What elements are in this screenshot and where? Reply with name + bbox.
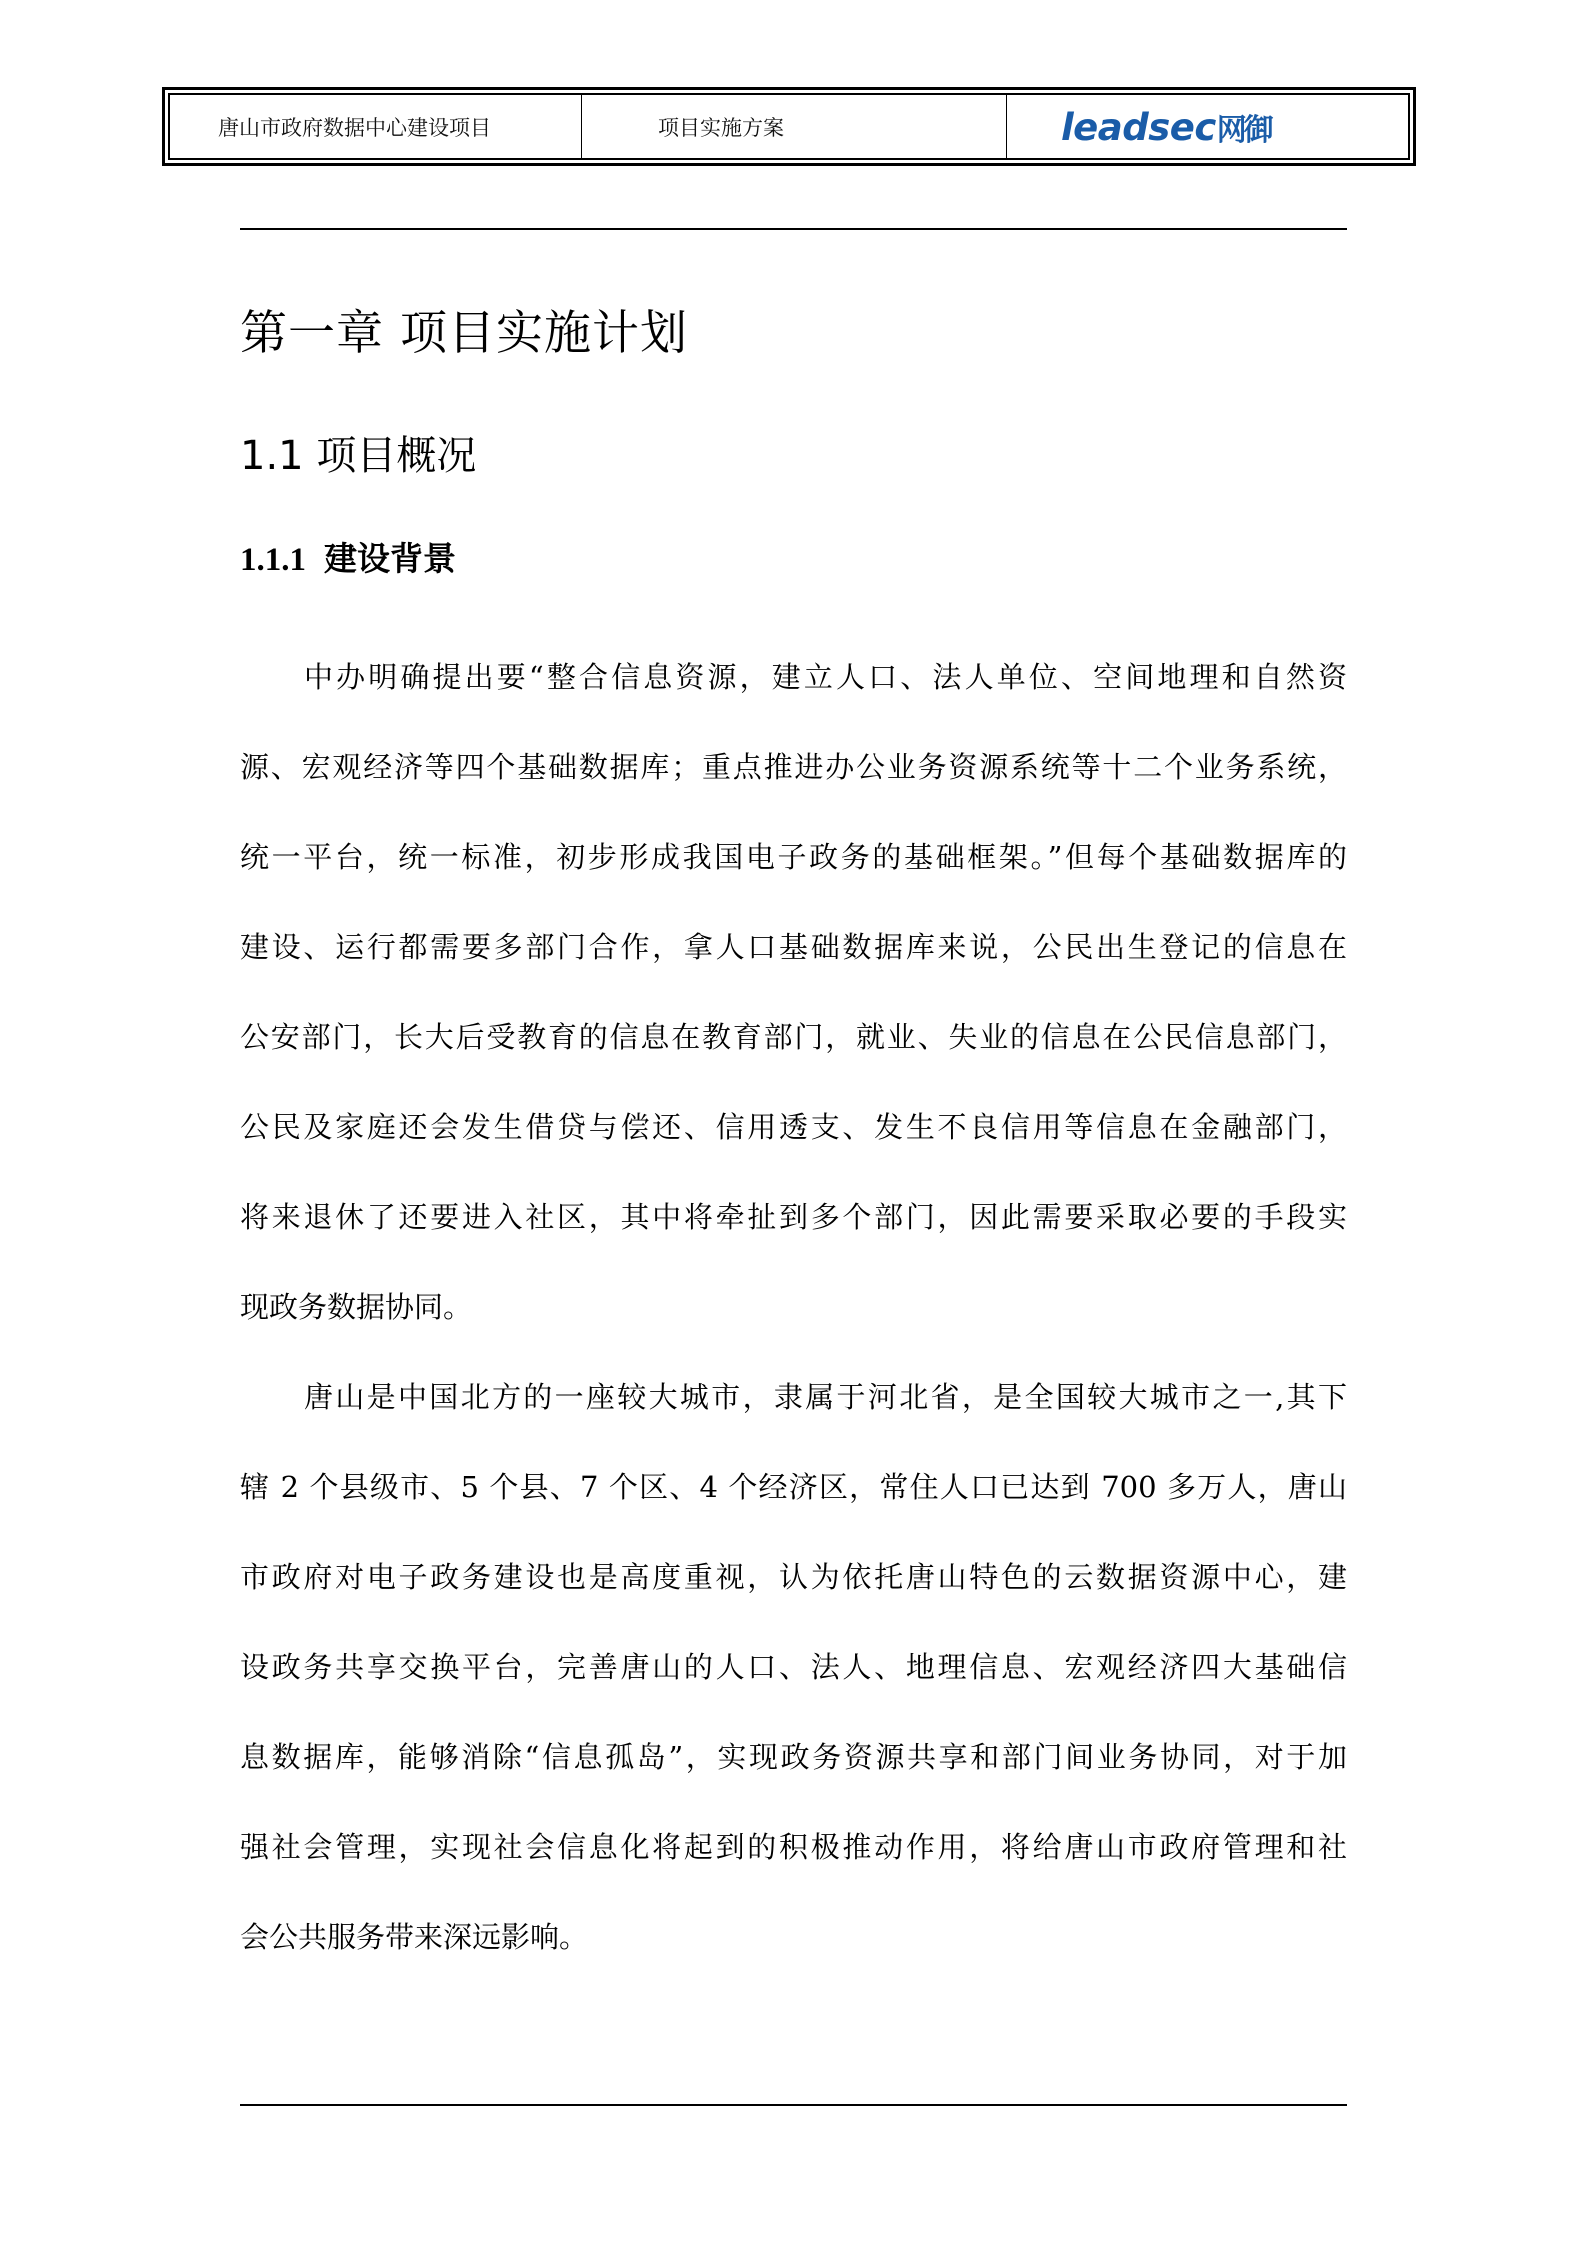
header-doc-title: 项目实施方案 — [582, 95, 1007, 158]
text-line: 市政府对电子政务建设也是高度重视，认为依托唐山特色的云数据资源中心，建 — [240, 1560, 1347, 1594]
subsection-heading — [240, 533, 456, 580]
paragraph-background — [240, 632, 1347, 1352]
text-line: 辖 2 个县级市、5 个县、7 个区、4 个经济区，常住人口已达到 700 多万人，唐山 — [240, 1470, 1347, 1504]
text-line: 公安部门，长大后受教育的信息在教育部门，就业、失业的信息在公民信息部门， — [240, 1020, 1347, 1054]
text-line: 现政务数据协同。 — [240, 1290, 473, 1324]
text-line: 公民及家庭还会发生借贷与偿还、信用透支、发生不良信用等信息在金融部门， — [240, 1110, 1347, 1144]
logo-latin-text: leadsec — [1061, 105, 1216, 149]
text-line: 息数据库，能够消除“信息孤岛”，实现政务资源共享和部门间业务协同，对于加 — [240, 1740, 1347, 1774]
page-header-table — [162, 87, 1416, 166]
text-line: 唐山是中国北方的一座较大城市，隶属于河北省，是全国较大城市之一,其下 — [304, 1380, 1347, 1414]
text-line: 建设、运行都需要多部门合作，拿人口基础数据库来说，公民出生登记的信息在 — [240, 930, 1347, 964]
text-line: 会公共服务带来深远影响。 — [240, 1920, 589, 1954]
header-rule — [240, 228, 1347, 230]
text-line: 强社会管理，实现社会信息化将起到的积极推动作用，将给唐山市政府管理和社 — [240, 1830, 1347, 1864]
footer-rule — [240, 2104, 1347, 2106]
leadsec-logo — [1061, 105, 1271, 149]
subsection-title: 建设背景 — [324, 542, 456, 578]
body-text — [240, 632, 1347, 1982]
text-line: 中办明确提出要“整合信息资源，建立人口、法人单位、空间地理和自然资 — [304, 660, 1347, 694]
text-line: 统一平台，统一标准，初步形成我国电子政务的基础框架。”但每个基础数据库的 — [240, 840, 1347, 874]
paragraph-tangshan — [240, 1352, 1347, 1982]
subsection-number: 1.1.1 — [240, 542, 306, 578]
page-header-inner — [168, 93, 1410, 160]
logo-chinese-text: 网御 — [1216, 112, 1271, 148]
text-line: 设政务共享交换平台，完善唐山的人口、法人、地理信息、宏观经济四大基础信 — [240, 1650, 1347, 1684]
chapter-heading: 第一章 项目实施计划 — [240, 306, 688, 361]
section-heading: 1.1 项目概况 — [240, 433, 477, 479]
header-project-name: 唐山市政府数据中心建设项目 — [170, 95, 582, 158]
header-logo-cell — [1007, 95, 1408, 158]
text-line: 源、宏观经济等四个基础数据库；重点推进办公业务资源系统等十二个业务系统， — [240, 750, 1347, 784]
text-line: 将来退休了还要进入社区，其中将牵扯到多个部门，因此需要采取必要的手段实 — [240, 1200, 1347, 1234]
